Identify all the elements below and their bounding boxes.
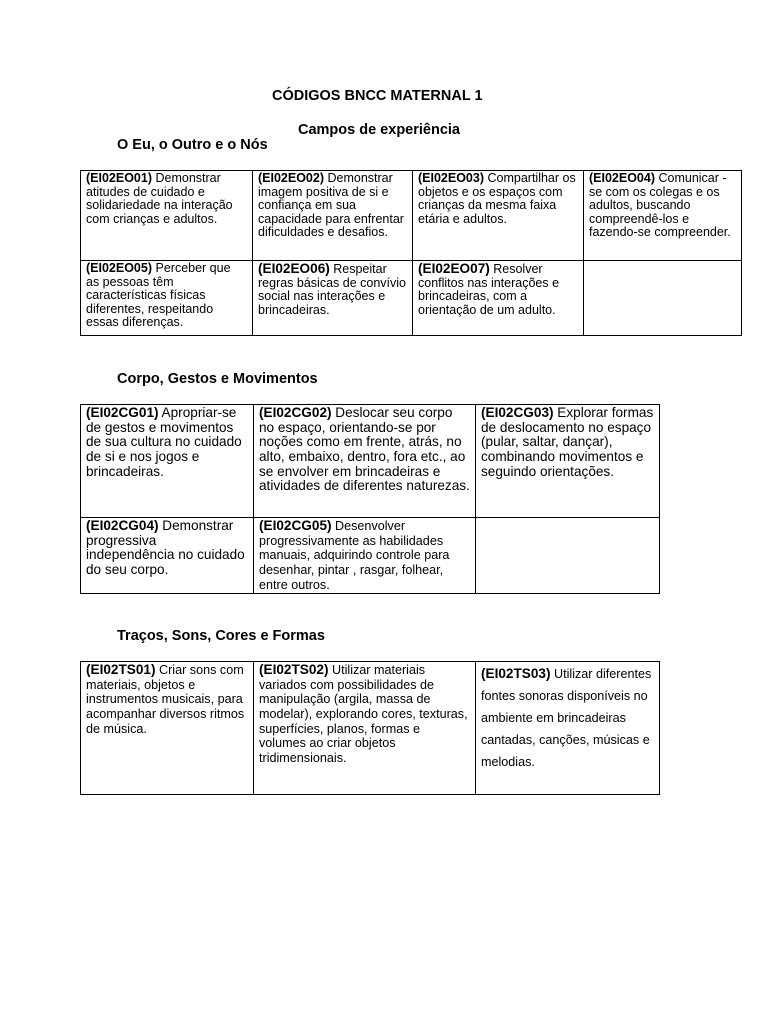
section-heading-corpo-gestos: Corpo, Gestos e Movimentos [117,371,318,387]
table-cell [81,261,253,336]
bncc-description: Criar sons com materiais, objetos e instrumentos musicais, para acompanhar diversos ritmos de música. [86,663,245,736]
table-row [81,518,660,594]
document-subtitle: Campos de experiência [298,122,460,138]
bncc-description: Respeitar regras básicas de convívio social nas interações e brincadeiras. [258,262,406,317]
table-row [81,405,660,518]
table-row [81,662,660,795]
table-row [81,261,742,336]
bncc-description: Explorar formas de deslocamento no espaço (pular, saltar, dançar), combinando movimentos e seguindo orientações. [481,405,654,479]
bncc-code: (EI02CG04) [86,518,159,533]
bncc-description: Demonstrar progressiva independência no cuidado do seu corpo. [86,518,245,578]
bncc-code: (EI02CG03) [481,405,554,420]
bncc-code: (EI02EO02) [258,171,325,185]
table-cell [476,662,660,795]
bncc-description: Utilizar diferentes fontes sonoras disponíveis no ambiente em brincadeiras cantadas, canções, músicas e melodias. [481,667,652,769]
bncc-code: (EI02EO04) [589,171,656,185]
bncc-code: (EI02TS01) [86,662,156,677]
table-corpo-gestos [80,404,660,594]
table-cell [476,405,660,518]
table-eu-outro-nos [80,170,742,336]
bncc-description: Utilizar materiais variados com possibilidades de manipulação (argila, massa de modelar), explorando cores, texturas, superfícies, planos, formas e volumes ao criar objetos tridimensionais. [259,663,468,766]
bncc-description: Desenvolver progressivamente as habilidades manuais, adquirindo controle para desenhar, pintar , rasgar, folhear, entre outros. [259,519,450,592]
table-row [81,171,742,261]
table-cell [81,518,254,594]
table-cell-empty [584,261,742,336]
table-tracos-sons [80,661,660,795]
bncc-code: (EI02CG05) [259,518,332,533]
bncc-description: Demonstrar imagem positiva de si e confiança em sua capacidade para enfrentar dificuldades e desafios. [258,171,404,239]
bncc-code: (EI02CG01) [86,405,159,420]
table-cell [413,261,584,336]
section-heading-tracos-sons: Traços, Sons, Cores e Formas [117,628,325,644]
bncc-description: Demonstrar atitudes de cuidado e solidariedade na interação com crianças e adultos. [86,171,233,226]
table-cell [81,405,254,518]
bncc-code: (EI02EO03) [418,171,485,185]
table-cell-empty [476,518,660,594]
table-cell [254,518,476,594]
table-cell [254,405,476,518]
bncc-code: (EI02EO01) [86,171,153,185]
bncc-code: (EI02EO06) [258,261,330,276]
bncc-code: (EI02EO05) [86,261,153,275]
bncc-description: Apropriar-se de gestos e movimentos de sua cultura no cuidado de si e nos jogos e brincadeiras. [86,405,242,479]
section-heading-eu-outro-nos: O Eu, o Outro e o Nós [117,137,268,153]
bncc-description: Resolver conflitos nas interações e brincadeiras, com a orientação de um adulto. [418,262,560,317]
table-cell [81,171,253,261]
bncc-code: (EI02TS02) [259,662,329,677]
bncc-description: Compartilhar os objetos e os espaços com crianças da mesma faixa etária e adultos. [418,171,576,226]
bncc-code: (EI02CG02) [259,405,332,420]
table-cell [81,662,254,795]
document-title: CÓDIGOS BNCC MATERNAL 1 [272,88,483,104]
bncc-description: Perceber que as pessoas têm características físicas diferentes, respeitando essas diferenças. [86,261,231,329]
bncc-description: Deslocar seu corpo no espaço, orientando-se por noções como em frente, atrás, no alto, embaixo, dentro, fora etc., ao se envolver em brincadeiras e atividades de diferentes naturezas. [259,405,470,494]
table-cell [584,171,742,261]
table-cell [253,171,413,261]
bncc-code: (EI02EO07) [418,261,490,276]
table-cell [253,261,413,336]
bncc-description: Comunicar -se com os colegas e os adultos, buscando compreendê-los e fazendo-se compreender. [589,171,731,239]
bncc-code: (EI02TS03) [481,666,551,681]
table-cell [254,662,476,795]
table-cell [413,171,584,261]
